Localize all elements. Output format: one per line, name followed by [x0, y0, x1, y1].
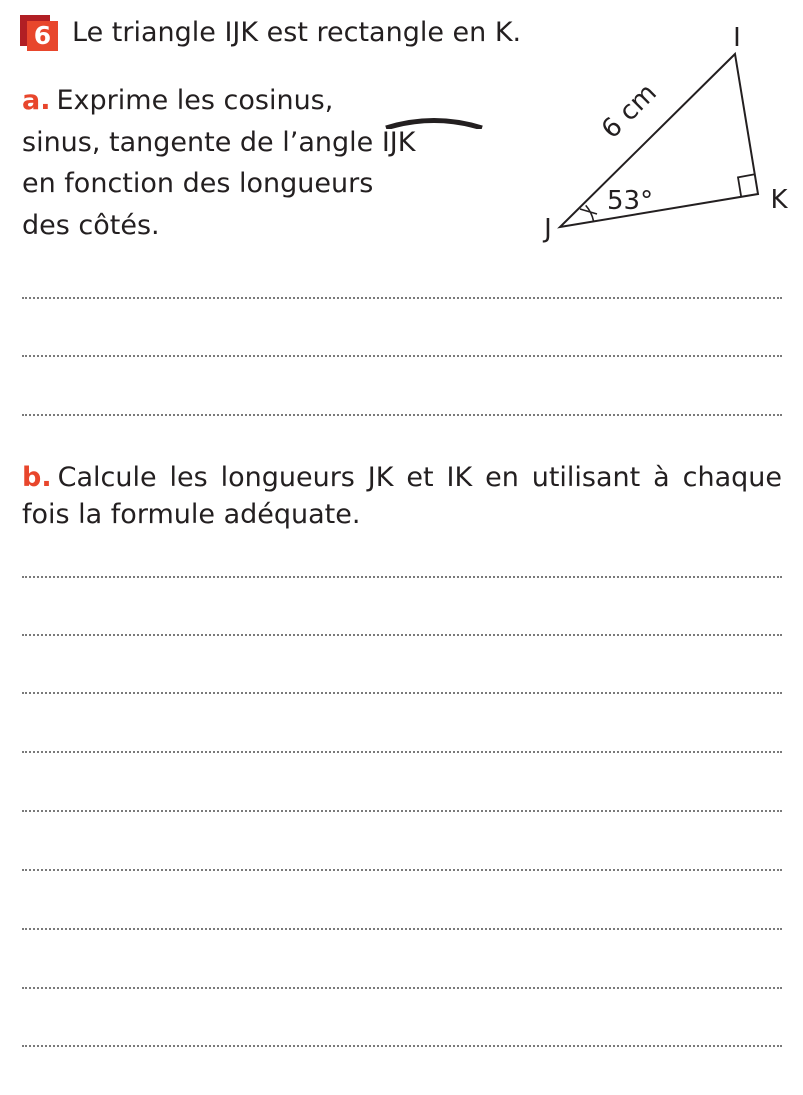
angle-hat-icon — [384, 117, 484, 129]
vertex-label-j: J — [544, 214, 552, 244]
question-a-line3: en fonction des longueurs — [22, 168, 374, 199]
question-b-label: b. — [22, 462, 52, 493]
answer-line[interactable] — [22, 355, 782, 357]
exercise-number: 6 — [27, 21, 58, 51]
angle-value-label: 53° — [607, 186, 654, 216]
angle-ijk — [382, 122, 416, 164]
triangle-outline — [560, 54, 758, 227]
question-a-line4: des côtés. — [22, 209, 160, 241]
question-a-line1: Exprime les cosinus, — [56, 85, 334, 116]
answer-line[interactable] — [22, 869, 782, 871]
answer-line[interactable] — [22, 576, 782, 578]
question-b — [22, 459, 782, 533]
question-a — [22, 80, 482, 246]
answer-line[interactable] — [22, 928, 782, 930]
question-a-label: a. — [22, 85, 51, 116]
answer-line[interactable] — [22, 987, 782, 989]
hypotenuse-length-label: 6 cm — [595, 77, 663, 145]
triangle-ijk-figure — [520, 20, 795, 245]
question-a-line2: sinus, tangente de l’angle — [22, 126, 382, 158]
angle-ijk-text: IJK — [381, 126, 416, 158]
answer-line[interactable] — [22, 692, 782, 694]
exercise-number-badge — [20, 15, 58, 51]
answer-line[interactable] — [22, 634, 782, 636]
answer-line[interactable] — [22, 297, 782, 299]
right-angle-mark — [738, 174, 755, 197]
answer-line[interactable] — [22, 414, 782, 416]
vertex-label-i: I — [733, 23, 741, 53]
answer-line[interactable] — [22, 751, 782, 753]
answer-line[interactable] — [22, 810, 782, 812]
exercise-statement: Le triangle IJK est rectangle en K. — [72, 17, 522, 48]
vertex-label-k: K — [770, 185, 788, 215]
question-b-text: Calcule les longueurs JK et IK en utilisant à chaque fois la formule adéquate. — [22, 462, 782, 530]
answer-line[interactable] — [22, 1045, 782, 1047]
